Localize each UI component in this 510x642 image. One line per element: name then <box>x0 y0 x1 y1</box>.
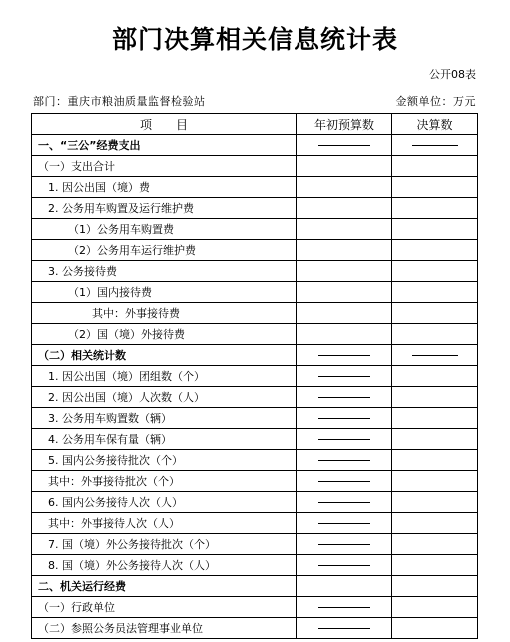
table-row <box>32 303 478 324</box>
final-cell <box>392 450 478 471</box>
row-label: 其中：外事接待批次（个） <box>32 471 297 492</box>
not-applicable-dash <box>412 145 458 146</box>
not-applicable-dash <box>318 418 370 419</box>
budget-cell <box>297 492 392 513</box>
table-row <box>32 429 478 450</box>
budget-cell <box>297 261 392 282</box>
not-applicable-dash <box>318 628 370 629</box>
final-cell <box>392 576 478 597</box>
amount-unit-label: 金额单位：万元 <box>395 95 476 108</box>
table-row <box>32 219 478 240</box>
budget-cell <box>297 240 392 261</box>
final-cell <box>392 534 478 555</box>
final-cell <box>392 261 478 282</box>
row-label: （1）公务用车购置费 <box>32 219 297 240</box>
row-label: 一、“三公”经费支出 <box>32 135 297 156</box>
final-cell <box>392 156 478 177</box>
not-applicable-dash <box>412 355 458 356</box>
budget-cell <box>297 345 392 366</box>
table-header-row <box>32 114 478 135</box>
row-label: 其中：外事接待费 <box>32 303 297 324</box>
table-row <box>32 324 478 345</box>
table-row <box>32 387 478 408</box>
not-applicable-dash <box>318 502 370 503</box>
not-applicable-dash <box>318 355 370 356</box>
statistics-table <box>31 113 478 639</box>
report-title: 部门决算相关信息统计表 <box>111 25 398 54</box>
table-row <box>32 471 478 492</box>
table-row <box>32 198 478 219</box>
budget-cell <box>297 429 392 450</box>
budget-cell <box>297 303 392 324</box>
row-label: 1. 因公出国（境）费 <box>32 177 297 198</box>
budget-cell <box>297 219 392 240</box>
table-row <box>32 555 478 576</box>
not-applicable-dash <box>318 376 370 377</box>
final-cell <box>392 618 478 639</box>
final-cell <box>392 597 478 618</box>
not-applicable-dash <box>318 565 370 566</box>
not-applicable-dash <box>318 523 370 524</box>
row-label: 3. 公务用车购置数（辆） <box>32 408 297 429</box>
final-cell <box>392 408 478 429</box>
department-label: 部门：重庆市粮油质量监督检验站 <box>33 95 206 108</box>
final-cell <box>392 555 478 576</box>
budget-cell <box>297 156 392 177</box>
budget-cell <box>297 597 392 618</box>
table-row <box>32 345 478 366</box>
final-cell <box>392 198 478 219</box>
row-label: 4. 公务用车保有量（辆） <box>32 429 297 450</box>
final-cell <box>392 345 478 366</box>
budget-cell <box>297 534 392 555</box>
table-row <box>32 597 478 618</box>
not-applicable-dash <box>318 481 370 482</box>
row-label: （一）行政单位 <box>32 597 297 618</box>
not-applicable-dash <box>318 607 370 608</box>
row-label: 2. 因公出国（境）人次数（人） <box>32 387 297 408</box>
final-cell <box>392 387 478 408</box>
budget-cell <box>297 513 392 534</box>
budget-cell <box>297 618 392 639</box>
table-row <box>32 177 478 198</box>
row-label: （二）参照公务员法管理事业单位 <box>32 618 297 639</box>
budget-cell <box>297 471 392 492</box>
row-label: 1. 因公出国（境）团组数（个） <box>32 366 297 387</box>
row-label: 7. 国（境）外公务接待批次（个） <box>32 534 297 555</box>
row-label: 6. 国内公务接待人次（人） <box>32 492 297 513</box>
form-number: 公开08表 <box>429 68 476 81</box>
budget-cell <box>297 450 392 471</box>
table-row <box>32 576 478 597</box>
final-cell <box>392 135 478 156</box>
budget-cell <box>297 387 392 408</box>
row-label: 2. 公务用车购置及运行维护费 <box>32 198 297 219</box>
final-cell <box>392 513 478 534</box>
budget-cell <box>297 135 392 156</box>
budget-cell <box>297 282 392 303</box>
table-row <box>32 282 478 303</box>
final-cell <box>392 366 478 387</box>
final-cell <box>392 219 478 240</box>
final-cell <box>392 240 478 261</box>
not-applicable-dash <box>318 439 370 440</box>
not-applicable-dash <box>318 544 370 545</box>
row-label: （一）支出合计 <box>32 156 297 177</box>
table-row <box>32 513 478 534</box>
column-header-final: 决算数 <box>392 114 478 135</box>
row-label: （2）国（境）外接待费 <box>32 324 297 345</box>
budget-cell <box>297 576 392 597</box>
not-applicable-dash <box>318 460 370 461</box>
budget-cell <box>297 366 392 387</box>
row-label: 二、机关运行经费 <box>32 576 297 597</box>
row-label: 5. 国内公务接待批次（个） <box>32 450 297 471</box>
table-row <box>32 240 478 261</box>
table-row <box>32 135 478 156</box>
table-row <box>32 261 478 282</box>
final-cell <box>392 303 478 324</box>
table-row <box>32 156 478 177</box>
final-cell <box>392 324 478 345</box>
table-row <box>32 618 478 639</box>
table-row <box>32 408 478 429</box>
table-row <box>32 534 478 555</box>
row-label: 3. 公务接待费 <box>32 261 297 282</box>
column-header-budget: 年初预算数 <box>297 114 392 135</box>
row-label: （二）相关统计数 <box>32 345 297 366</box>
final-cell <box>392 492 478 513</box>
row-label: （2）公务用车运行维护费 <box>32 240 297 261</box>
not-applicable-dash <box>318 145 370 146</box>
table-row <box>32 366 478 387</box>
row-label: 其中：外事接待人次（人） <box>32 513 297 534</box>
budget-cell <box>297 177 392 198</box>
final-cell <box>392 471 478 492</box>
table-row <box>32 492 478 513</box>
budget-cell <box>297 324 392 345</box>
not-applicable-dash <box>318 397 370 398</box>
final-cell <box>392 177 478 198</box>
final-cell <box>392 282 478 303</box>
row-label: （1）国内接待费 <box>32 282 297 303</box>
budget-cell <box>297 408 392 429</box>
column-header-item: 项 目 <box>32 114 297 135</box>
budget-cell <box>297 555 392 576</box>
row-label: 8. 国（境）外公务接待人次（人） <box>32 555 297 576</box>
final-cell <box>392 429 478 450</box>
budget-cell <box>297 198 392 219</box>
table-row <box>32 450 478 471</box>
